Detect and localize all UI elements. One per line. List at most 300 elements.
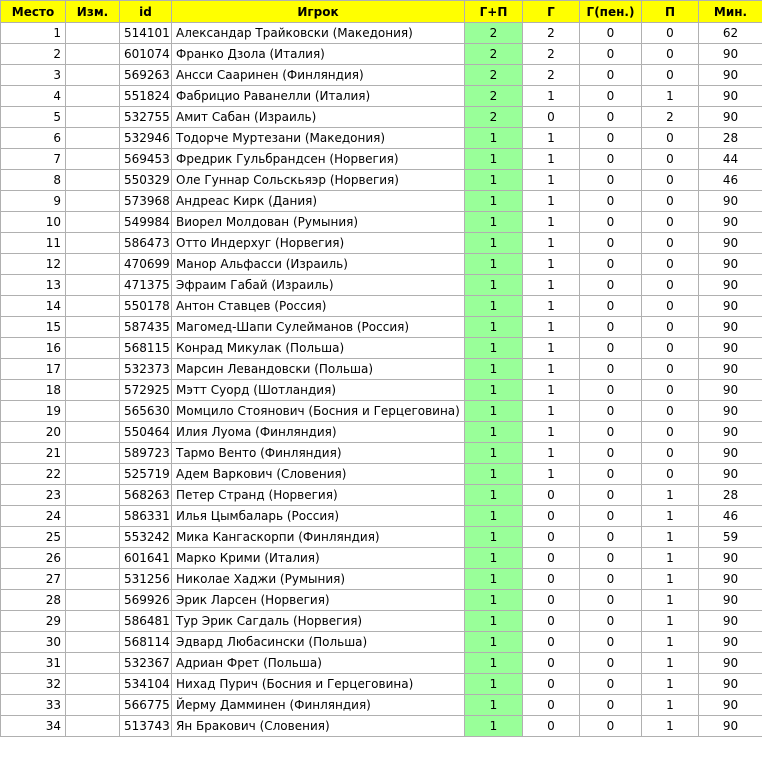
- cell-id: 568114: [120, 632, 172, 653]
- cell-change: [66, 485, 120, 506]
- table-row: [1, 653, 762, 674]
- cell-assists: 1: [642, 548, 699, 569]
- cell-place: 11: [1, 233, 66, 254]
- cell-place: 16: [1, 338, 66, 359]
- cell-penalty-goals: 0: [580, 506, 642, 527]
- cell-place: 8: [1, 170, 66, 191]
- cell-assists: 0: [642, 149, 699, 170]
- cell-penalty-goals: 0: [580, 632, 642, 653]
- cell-player: Илья Цымбаларь (Россия): [172, 506, 465, 527]
- cell-penalty-goals: 0: [580, 527, 642, 548]
- cell-penalty-goals: 0: [580, 464, 642, 485]
- cell-assists: 1: [642, 716, 699, 737]
- cell-change: [66, 149, 120, 170]
- cell-change: [66, 590, 120, 611]
- cell-player: Адриан Фрет (Польша): [172, 653, 465, 674]
- cell-minutes: 46: [699, 506, 762, 527]
- cell-change: [66, 443, 120, 464]
- cell-id: 513743: [120, 716, 172, 737]
- cell-player: Виорел Молдован (Румыния): [172, 212, 465, 233]
- cell-goals: 1: [523, 443, 580, 464]
- cell-goals: 0: [523, 674, 580, 695]
- cell-goals-plus-assists: 1: [465, 275, 523, 296]
- cell-goals: 0: [523, 695, 580, 716]
- cell-goals: 1: [523, 401, 580, 422]
- header-penalty-goals: Г(пен.): [580, 1, 642, 23]
- cell-penalty-goals: 0: [580, 338, 642, 359]
- header-player: Игрок: [172, 1, 465, 23]
- cell-penalty-goals: 0: [580, 23, 642, 44]
- cell-penalty-goals: 0: [580, 716, 642, 737]
- table-row: [1, 65, 762, 86]
- cell-goals-plus-assists: 1: [465, 317, 523, 338]
- table-row: [1, 485, 762, 506]
- table-row: [1, 212, 762, 233]
- cell-id: 565630: [120, 401, 172, 422]
- cell-place: 12: [1, 254, 66, 275]
- cell-minutes: 90: [699, 233, 762, 254]
- cell-player: Николае Хаджи (Румыния): [172, 569, 465, 590]
- cell-id: 568263: [120, 485, 172, 506]
- table-row: [1, 254, 762, 275]
- cell-change: [66, 422, 120, 443]
- cell-id: 569926: [120, 590, 172, 611]
- cell-change: [66, 317, 120, 338]
- cell-assists: 0: [642, 338, 699, 359]
- cell-penalty-goals: 0: [580, 107, 642, 128]
- cell-id: 550464: [120, 422, 172, 443]
- table-row: [1, 548, 762, 569]
- table-row: [1, 443, 762, 464]
- cell-change: [66, 359, 120, 380]
- cell-assists: 0: [642, 464, 699, 485]
- cell-id: 550329: [120, 170, 172, 191]
- cell-penalty-goals: 0: [580, 485, 642, 506]
- cell-goals-plus-assists: 1: [465, 611, 523, 632]
- cell-id: 572925: [120, 380, 172, 401]
- cell-goals-plus-assists: 1: [465, 590, 523, 611]
- cell-minutes: 90: [699, 611, 762, 632]
- cell-minutes: 90: [699, 548, 762, 569]
- cell-id: 589723: [120, 443, 172, 464]
- table-row: [1, 590, 762, 611]
- cell-minutes: 90: [699, 422, 762, 443]
- table-row: [1, 275, 762, 296]
- cell-change: [66, 233, 120, 254]
- cell-goals: 0: [523, 611, 580, 632]
- cell-penalty-goals: 0: [580, 695, 642, 716]
- cell-change: [66, 338, 120, 359]
- cell-player: Фабрицио Раванелли (Италия): [172, 86, 465, 107]
- cell-id: 532755: [120, 107, 172, 128]
- cell-goals: 1: [523, 212, 580, 233]
- table-row: [1, 422, 762, 443]
- cell-id: 532373: [120, 359, 172, 380]
- table-row: [1, 569, 762, 590]
- cell-change: [66, 212, 120, 233]
- cell-minutes: 90: [699, 359, 762, 380]
- cell-penalty-goals: 0: [580, 128, 642, 149]
- cell-penalty-goals: 0: [580, 569, 642, 590]
- cell-minutes: 46: [699, 170, 762, 191]
- table-row: [1, 380, 762, 401]
- cell-change: [66, 401, 120, 422]
- cell-player: Отто Индерхуг (Норвегия): [172, 233, 465, 254]
- cell-player: Марсин Левандовски (Польша): [172, 359, 465, 380]
- cell-goals-plus-assists: 2: [465, 65, 523, 86]
- header-minutes: Мин.: [699, 1, 762, 23]
- cell-penalty-goals: 0: [580, 254, 642, 275]
- table-row: [1, 527, 762, 548]
- cell-penalty-goals: 0: [580, 86, 642, 107]
- table-row: [1, 23, 762, 44]
- cell-place: 26: [1, 548, 66, 569]
- cell-change: [66, 44, 120, 65]
- cell-id: 470699: [120, 254, 172, 275]
- cell-place: 19: [1, 401, 66, 422]
- cell-goals-plus-assists: 1: [465, 380, 523, 401]
- cell-assists: 1: [642, 674, 699, 695]
- cell-assists: 0: [642, 170, 699, 191]
- cell-goals-plus-assists: 1: [465, 632, 523, 653]
- cell-place: 33: [1, 695, 66, 716]
- cell-goals-plus-assists: 1: [465, 191, 523, 212]
- cell-minutes: 90: [699, 569, 762, 590]
- cell-minutes: 90: [699, 296, 762, 317]
- cell-id: 601641: [120, 548, 172, 569]
- cell-assists: 1: [642, 590, 699, 611]
- cell-goals-plus-assists: 2: [465, 23, 523, 44]
- cell-player: Эдвард Любасински (Польша): [172, 632, 465, 653]
- cell-goals: 0: [523, 590, 580, 611]
- table-row: [1, 149, 762, 170]
- cell-place: 17: [1, 359, 66, 380]
- cell-goals-plus-assists: 1: [465, 170, 523, 191]
- cell-place: 2: [1, 44, 66, 65]
- cell-goals: 2: [523, 23, 580, 44]
- cell-change: [66, 275, 120, 296]
- cell-change: [66, 695, 120, 716]
- cell-assists: 0: [642, 296, 699, 317]
- cell-penalty-goals: 0: [580, 590, 642, 611]
- cell-minutes: 90: [699, 653, 762, 674]
- cell-assists: 0: [642, 128, 699, 149]
- cell-assists: 0: [642, 422, 699, 443]
- cell-penalty-goals: 0: [580, 44, 642, 65]
- cell-change: [66, 170, 120, 191]
- cell-goals: 1: [523, 464, 580, 485]
- header-goals-plus-assists: Г+П: [465, 1, 523, 23]
- cell-goals: 1: [523, 296, 580, 317]
- cell-change: [66, 716, 120, 737]
- cell-goals-plus-assists: 1: [465, 212, 523, 233]
- cell-goals-plus-assists: 1: [465, 338, 523, 359]
- cell-id: 532367: [120, 653, 172, 674]
- table-row: [1, 44, 762, 65]
- cell-place: 23: [1, 485, 66, 506]
- cell-player: Марко Крими (Италия): [172, 548, 465, 569]
- cell-place: 14: [1, 296, 66, 317]
- cell-assists: 0: [642, 380, 699, 401]
- cell-id: 549984: [120, 212, 172, 233]
- cell-minutes: 90: [699, 212, 762, 233]
- cell-goals: 1: [523, 275, 580, 296]
- cell-goals: 1: [523, 170, 580, 191]
- cell-minutes: 62: [699, 23, 762, 44]
- cell-place: 27: [1, 569, 66, 590]
- cell-player: Магомед-Шапи Сулейманов (Россия): [172, 317, 465, 338]
- cell-minutes: 90: [699, 590, 762, 611]
- cell-penalty-goals: 0: [580, 317, 642, 338]
- cell-id: 514101: [120, 23, 172, 44]
- cell-place: 5: [1, 107, 66, 128]
- cell-penalty-goals: 0: [580, 170, 642, 191]
- cell-place: 4: [1, 86, 66, 107]
- cell-place: 3: [1, 65, 66, 86]
- cell-player: Адем Варкович (Словения): [172, 464, 465, 485]
- table-row: [1, 464, 762, 485]
- cell-player: Манор Альфасси (Израиль): [172, 254, 465, 275]
- cell-penalty-goals: 0: [580, 653, 642, 674]
- cell-assists: 2: [642, 107, 699, 128]
- cell-assists: 1: [642, 569, 699, 590]
- cell-change: [66, 653, 120, 674]
- cell-place: 15: [1, 317, 66, 338]
- cell-minutes: 90: [699, 317, 762, 338]
- cell-change: [66, 23, 120, 44]
- cell-id: 569453: [120, 149, 172, 170]
- cell-player: Амит Сабан (Израиль): [172, 107, 465, 128]
- cell-goals-plus-assists: 1: [465, 548, 523, 569]
- cell-id: 471375: [120, 275, 172, 296]
- cell-goals-plus-assists: 1: [465, 674, 523, 695]
- cell-assists: 1: [642, 695, 699, 716]
- cell-minutes: 90: [699, 443, 762, 464]
- table-row: [1, 86, 762, 107]
- cell-place: 9: [1, 191, 66, 212]
- cell-change: [66, 296, 120, 317]
- cell-change: [66, 65, 120, 86]
- cell-goals-plus-assists: 1: [465, 506, 523, 527]
- cell-place: 13: [1, 275, 66, 296]
- cell-assists: 0: [642, 191, 699, 212]
- cell-assists: 1: [642, 527, 699, 548]
- cell-penalty-goals: 0: [580, 443, 642, 464]
- cell-player: Петер Странд (Норвегия): [172, 485, 465, 506]
- cell-place: 32: [1, 674, 66, 695]
- cell-id: 551824: [120, 86, 172, 107]
- cell-penalty-goals: 0: [580, 296, 642, 317]
- cell-minutes: 90: [699, 254, 762, 275]
- cell-penalty-goals: 0: [580, 380, 642, 401]
- cell-player: Конрад Микулак (Польша): [172, 338, 465, 359]
- cell-minutes: 90: [699, 401, 762, 422]
- cell-player: Мика Кангаскорпи (Финляндия): [172, 527, 465, 548]
- cell-assists: 0: [642, 23, 699, 44]
- cell-id: 550178: [120, 296, 172, 317]
- cell-minutes: 28: [699, 128, 762, 149]
- cell-goals: 1: [523, 380, 580, 401]
- cell-penalty-goals: 0: [580, 674, 642, 695]
- table-row: [1, 611, 762, 632]
- cell-player: Илия Луома (Финляндия): [172, 422, 465, 443]
- cell-goals: 0: [523, 527, 580, 548]
- cell-change: [66, 191, 120, 212]
- cell-goals: 0: [523, 632, 580, 653]
- cell-id: 534104: [120, 674, 172, 695]
- cell-player: Тармо Венто (Финляндия): [172, 443, 465, 464]
- cell-assists: 1: [642, 632, 699, 653]
- cell-player: Фредрик Гульбрандсен (Норвегия): [172, 149, 465, 170]
- cell-goals: 0: [523, 716, 580, 737]
- cell-penalty-goals: 0: [580, 611, 642, 632]
- cell-id: 587435: [120, 317, 172, 338]
- cell-goals: 0: [523, 548, 580, 569]
- cell-goals-plus-assists: 2: [465, 44, 523, 65]
- cell-change: [66, 506, 120, 527]
- cell-place: 7: [1, 149, 66, 170]
- cell-player: Нихад Пурич (Босния и Герцеговина): [172, 674, 465, 695]
- cell-place: 24: [1, 506, 66, 527]
- cell-place: 31: [1, 653, 66, 674]
- cell-id: 525719: [120, 464, 172, 485]
- cell-goals: 1: [523, 317, 580, 338]
- cell-id: 569263: [120, 65, 172, 86]
- cell-assists: 0: [642, 359, 699, 380]
- cell-place: 34: [1, 716, 66, 737]
- table-row: [1, 674, 762, 695]
- cell-assists: 1: [642, 506, 699, 527]
- cell-minutes: 90: [699, 65, 762, 86]
- cell-assists: 1: [642, 485, 699, 506]
- header-place: Место: [1, 1, 66, 23]
- cell-player: Тур Эрик Сагдаль (Норвегия): [172, 611, 465, 632]
- cell-minutes: 90: [699, 86, 762, 107]
- cell-player: Антон Ставцев (Россия): [172, 296, 465, 317]
- cell-minutes: 90: [699, 44, 762, 65]
- table-row: [1, 695, 762, 716]
- cell-goals: 1: [523, 128, 580, 149]
- cell-assists: 0: [642, 317, 699, 338]
- cell-player: Ян Бракович (Словения): [172, 716, 465, 737]
- cell-penalty-goals: 0: [580, 401, 642, 422]
- cell-goals: 2: [523, 44, 580, 65]
- cell-penalty-goals: 0: [580, 149, 642, 170]
- cell-player: Андреас Кирк (Дания): [172, 191, 465, 212]
- cell-change: [66, 254, 120, 275]
- cell-minutes: 90: [699, 275, 762, 296]
- cell-place: 18: [1, 380, 66, 401]
- cell-goals: 2: [523, 65, 580, 86]
- cell-player: Момцило Стоянович (Босния и Герцеговина): [172, 401, 465, 422]
- cell-penalty-goals: 0: [580, 233, 642, 254]
- cell-id: 601074: [120, 44, 172, 65]
- cell-id: 586473: [120, 233, 172, 254]
- cell-minutes: 90: [699, 380, 762, 401]
- cell-goals-plus-assists: 1: [465, 296, 523, 317]
- table-row: [1, 338, 762, 359]
- cell-assists: 0: [642, 401, 699, 422]
- cell-goals: 1: [523, 149, 580, 170]
- cell-player: Йерму Дамминен (Финляндия): [172, 695, 465, 716]
- cell-place: 22: [1, 464, 66, 485]
- cell-id: 586331: [120, 506, 172, 527]
- cell-goals: 0: [523, 506, 580, 527]
- cell-change: [66, 86, 120, 107]
- table-row: [1, 506, 762, 527]
- cell-player: Мэтт Суорд (Шотландия): [172, 380, 465, 401]
- cell-id: 553242: [120, 527, 172, 548]
- cell-change: [66, 674, 120, 695]
- cell-change: [66, 632, 120, 653]
- cell-minutes: 59: [699, 527, 762, 548]
- header-goals: Г: [523, 1, 580, 23]
- cell-minutes: 28: [699, 485, 762, 506]
- cell-change: [66, 464, 120, 485]
- cell-penalty-goals: 0: [580, 275, 642, 296]
- table-row: [1, 296, 762, 317]
- cell-goals: 1: [523, 254, 580, 275]
- cell-id: 532946: [120, 128, 172, 149]
- cell-place: 6: [1, 128, 66, 149]
- cell-place: 1: [1, 23, 66, 44]
- cell-place: 25: [1, 527, 66, 548]
- cell-assists: 1: [642, 86, 699, 107]
- cell-penalty-goals: 0: [580, 191, 642, 212]
- cell-goals-plus-assists: 2: [465, 86, 523, 107]
- cell-goals-plus-assists: 1: [465, 359, 523, 380]
- cell-place: 28: [1, 590, 66, 611]
- cell-goals-plus-assists: 1: [465, 422, 523, 443]
- cell-assists: 0: [642, 44, 699, 65]
- cell-change: [66, 611, 120, 632]
- cell-player: Франко Дзола (Италия): [172, 44, 465, 65]
- cell-player: Ансси Сааринен (Финляндия): [172, 65, 465, 86]
- cell-goals-plus-assists: 1: [465, 695, 523, 716]
- cell-minutes: 90: [699, 191, 762, 212]
- table-row: [1, 632, 762, 653]
- header-change: Изм.: [66, 1, 120, 23]
- cell-id: 573968: [120, 191, 172, 212]
- cell-place: 10: [1, 212, 66, 233]
- cell-goals-plus-assists: 1: [465, 149, 523, 170]
- cell-assists: 1: [642, 653, 699, 674]
- cell-assists: 0: [642, 443, 699, 464]
- cell-penalty-goals: 0: [580, 212, 642, 233]
- cell-change: [66, 107, 120, 128]
- cell-penalty-goals: 0: [580, 422, 642, 443]
- cell-goals: 1: [523, 359, 580, 380]
- cell-goals: 1: [523, 338, 580, 359]
- cell-goals-plus-assists: 1: [465, 233, 523, 254]
- table-row: [1, 401, 762, 422]
- cell-goals: 1: [523, 422, 580, 443]
- cell-goals: 1: [523, 233, 580, 254]
- header-assists: П: [642, 1, 699, 23]
- cell-goals-plus-assists: 1: [465, 254, 523, 275]
- cell-assists: 1: [642, 611, 699, 632]
- cell-change: [66, 527, 120, 548]
- cell-goals: 0: [523, 653, 580, 674]
- cell-player: Александар Трайковски (Македония): [172, 23, 465, 44]
- cell-player: Эрик Ларсен (Норвегия): [172, 590, 465, 611]
- cell-id: 568115: [120, 338, 172, 359]
- table-row: [1, 233, 762, 254]
- cell-player: Оле Гуннар Сольскьяэр (Норвегия): [172, 170, 465, 191]
- table-row: [1, 716, 762, 737]
- cell-assists: 0: [642, 212, 699, 233]
- cell-penalty-goals: 0: [580, 359, 642, 380]
